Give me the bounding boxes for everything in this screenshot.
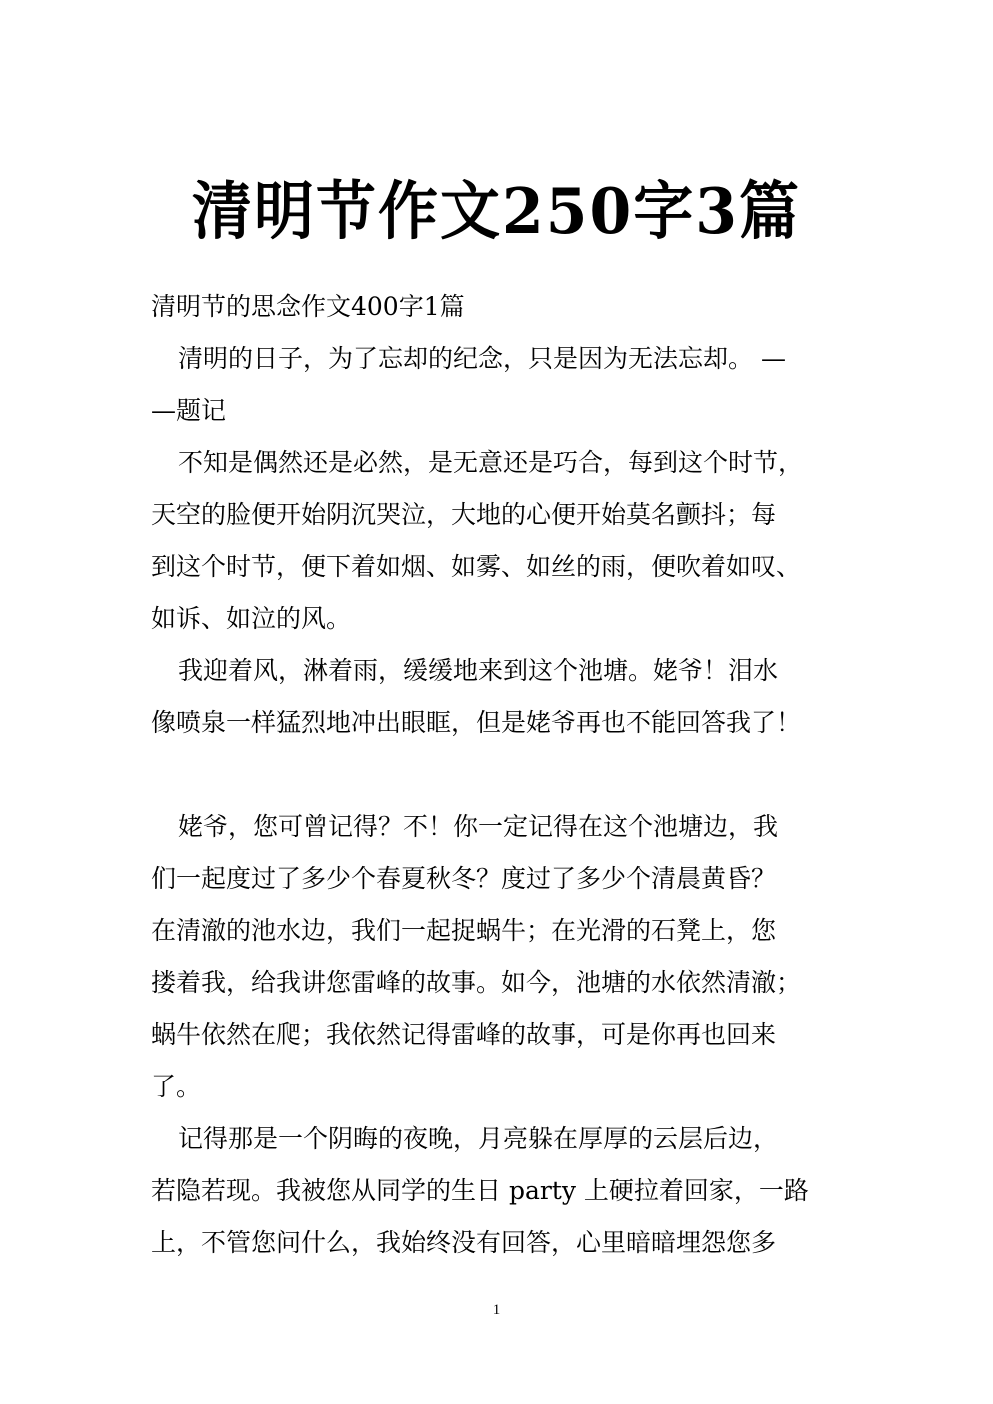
paragraph-line: 蜗牛依然在爬；我依然记得雷峰的故事，可是你再也回来 [151,1020,777,1049]
page-number: 1 [492,1302,501,1318]
section-subtitle: 清明节的思念作文400字1篇 [151,292,465,321]
paragraph-line: 天空的脸便开始阴沉哭泣，大地的心便开始莫名颤抖；每 [151,500,777,529]
paragraph-line: 若隐若现。我被您从同学的生日 party 上硬拉着回家，一路 [151,1176,809,1205]
paragraph-line: 姥爷，您可曾记得？不！你一定记得在这个池塘边，我 [178,812,779,841]
paragraph-line: 不知是偶然还是必然，是无意还是巧合，每到这个时节， [178,448,804,477]
paragraph-line: 如诉、如泣的风。 [151,604,352,633]
paragraph [151,1113,851,1269]
paragraph [151,801,851,1113]
paragraph-line: 上，不管您问什么，我始终没有回答，心里暗暗埋怨您多 [151,1228,777,1257]
blank-line [151,749,851,801]
paragraph-line: 清明的日子，为了忘却的纪念，只是因为无法忘却。 — [178,344,786,373]
paragraph-line: 像喷泉一样猛烈地冲出眼眶，但是姥爷再也不能回答我了！ [151,708,802,737]
document-body [151,281,851,1269]
paragraph-epigraph [151,333,851,437]
paragraph-line: —题记 [151,396,227,425]
paragraph-line: 搂着我，给我讲您雷峰的故事。如今，池塘的水依然清澈； [151,968,802,997]
paragraph [151,645,851,749]
paragraph-line: 在清澈的池水边，我们一起捉蜗牛；在光滑的石凳上，您 [151,916,777,945]
paragraph-line: 我迎着风，淋着雨，缓缓地来到这个池塘。姥爷！泪水 [178,656,779,685]
paragraph-line: 了。 [151,1072,202,1101]
paragraph-line: 到这个时节，便下着如烟、如雾、如丝的雨，便吹着如叹、 [151,552,802,581]
document-title: 清明节作文250字3篇 [192,175,801,249]
paragraph-line: 们一起度过了多少个春夏秋冬？度过了多少个清晨黄昏？ [151,864,777,893]
paragraph-line: 记得那是一个阴晦的夜晚，月亮躲在厚厚的云层后边， [178,1124,779,1153]
paragraph [151,437,851,645]
